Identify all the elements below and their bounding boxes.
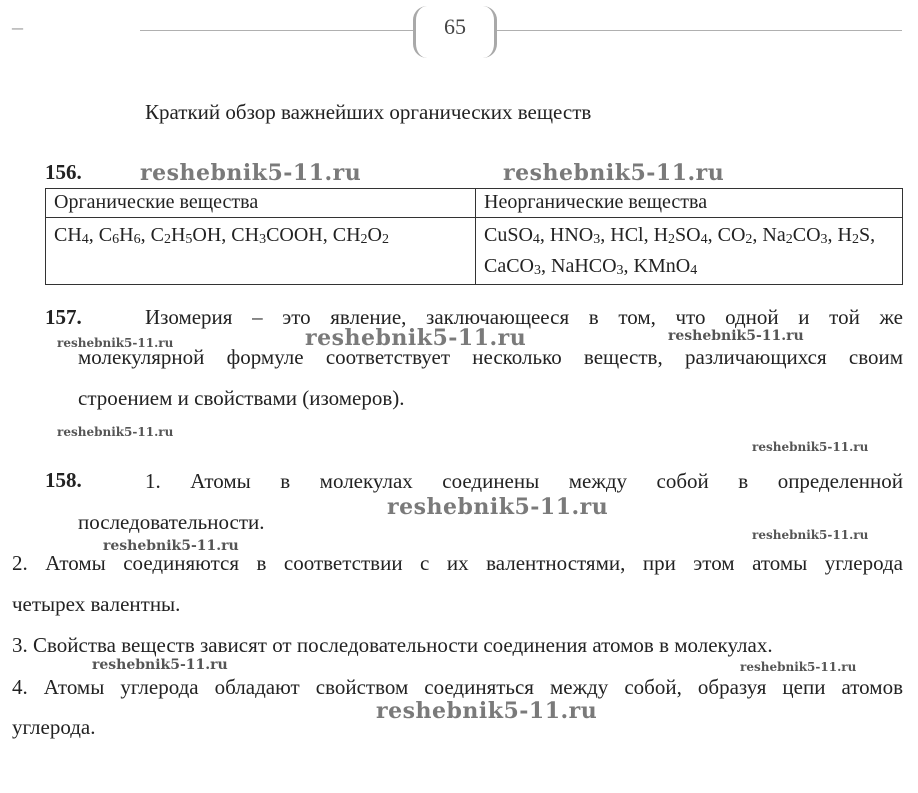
watermark: reshebnik5-11.ru bbox=[140, 160, 362, 186]
table-header-row bbox=[46, 189, 903, 218]
task-157-line-1: Изомерия – это явление, заключающееся в том, что одной и той же bbox=[145, 305, 903, 329]
watermark-small: reshebnik5-11.ru bbox=[92, 657, 228, 673]
task-156-number: 156. bbox=[45, 160, 82, 184]
chemical-formula: $CH_4$ bbox=[54, 224, 89, 247]
task-158-point-4-line-2: углерода. bbox=[12, 715, 96, 739]
watermark: reshebnik5-11.ru bbox=[387, 494, 609, 520]
watermark: reshebnik5-11.ru bbox=[376, 698, 598, 724]
task-157-number: 157. bbox=[45, 305, 82, 329]
task-158-point-2-line-1: 2. Атомы соединяются в соответствии с их валентностями, при этом атомы углерода bbox=[12, 551, 903, 575]
chemical-formula: $Na_2CO_3$ bbox=[762, 224, 828, 247]
page-number-frame bbox=[413, 6, 497, 58]
task-158-line-1: 1. Атомы в молекулах соединены между собой в определенной bbox=[145, 469, 903, 493]
task-158-line-2: последовательности. bbox=[78, 510, 265, 534]
task-158-number: 158. bbox=[45, 468, 82, 492]
chemical-formula: CaCO$_3$ bbox=[484, 255, 541, 278]
chemical-formula: $H_2S$ bbox=[837, 224, 871, 247]
watermark-small: reshebnik5-11.ru bbox=[740, 660, 857, 674]
chemical-formula: $CO_2$ bbox=[717, 224, 753, 247]
chemical-formula: $H_2SO_4$ bbox=[653, 224, 708, 247]
chemical-formula: CuSO$_4$ bbox=[484, 224, 540, 247]
organic-header: Органические вещества bbox=[46, 189, 476, 218]
watermark: reshebnik5-11.ru bbox=[503, 160, 725, 186]
section-title: Краткий обзор важнейших органических веществ bbox=[145, 100, 592, 124]
watermark-small: reshebnik5-11.ru bbox=[752, 440, 869, 454]
watermark: reshebnik5-11.ru bbox=[305, 325, 527, 351]
chemical-formula: $CH_2O_2$ bbox=[332, 224, 389, 247]
task-158-point-4-line-1: 4. Атомы углерода обладают свойством соединяться между собой, образуя цепи атомов bbox=[12, 675, 903, 699]
chemical-formula: $C_6H_6$ bbox=[98, 224, 141, 247]
watermark-small: reshebnik5-11.ru bbox=[752, 528, 869, 542]
header-rule-left bbox=[140, 30, 413, 31]
inorganic-list: CuSO$_4$, $HNO_3$, HCl, $H_2SO_4$, $CO_2$, $Na_2CO_3$, $H_2S$, CaCO$_3$, NaHCO$_3$, KMnO$_4$ bbox=[476, 218, 903, 285]
chemical-formula: KMnO$_4$ bbox=[633, 255, 698, 278]
header-rule-right bbox=[497, 30, 902, 31]
watermark-small: reshebnik5-11.ru bbox=[57, 425, 174, 439]
organic-list: $CH_4$, $C_6H_6$, $C_2H_5OH$, $CH_3COOH$, $CH_2O_2$ bbox=[46, 218, 476, 285]
watermark-small: reshebnik5-11.ru bbox=[103, 538, 239, 554]
table-row bbox=[46, 218, 903, 285]
task-158-point-3: 3. Свойства веществ зависят от последовательности соединения атомов в молекулах. bbox=[12, 633, 773, 657]
task-157-line-3: строением и свойствами (изомеров). bbox=[78, 386, 405, 410]
page-number: 65 bbox=[444, 14, 466, 39]
substances-table bbox=[45, 188, 903, 285]
chemical-formula: $HNO_3$ bbox=[549, 224, 601, 247]
chemical-formula: $CH_3COOH$ bbox=[231, 224, 323, 247]
chemical-formula: HCl bbox=[610, 224, 644, 246]
task-157-line-2: молекулярной формуле соответствует несколько веществ, различающихся своим bbox=[78, 345, 903, 369]
header-left-mark: – bbox=[12, 14, 23, 39]
watermark-small: reshebnik5-11.ru bbox=[668, 328, 804, 344]
chemical-formula: $C_2H_5OH$ bbox=[150, 224, 222, 247]
chemical-formula: NaHCO$_3$ bbox=[551, 255, 624, 278]
watermark-small: reshebnik5-11.ru bbox=[57, 336, 174, 350]
task-158-point-2-line-2: четырех валентны. bbox=[12, 592, 181, 616]
inorganic-header: Неорганические вещества bbox=[476, 189, 903, 218]
